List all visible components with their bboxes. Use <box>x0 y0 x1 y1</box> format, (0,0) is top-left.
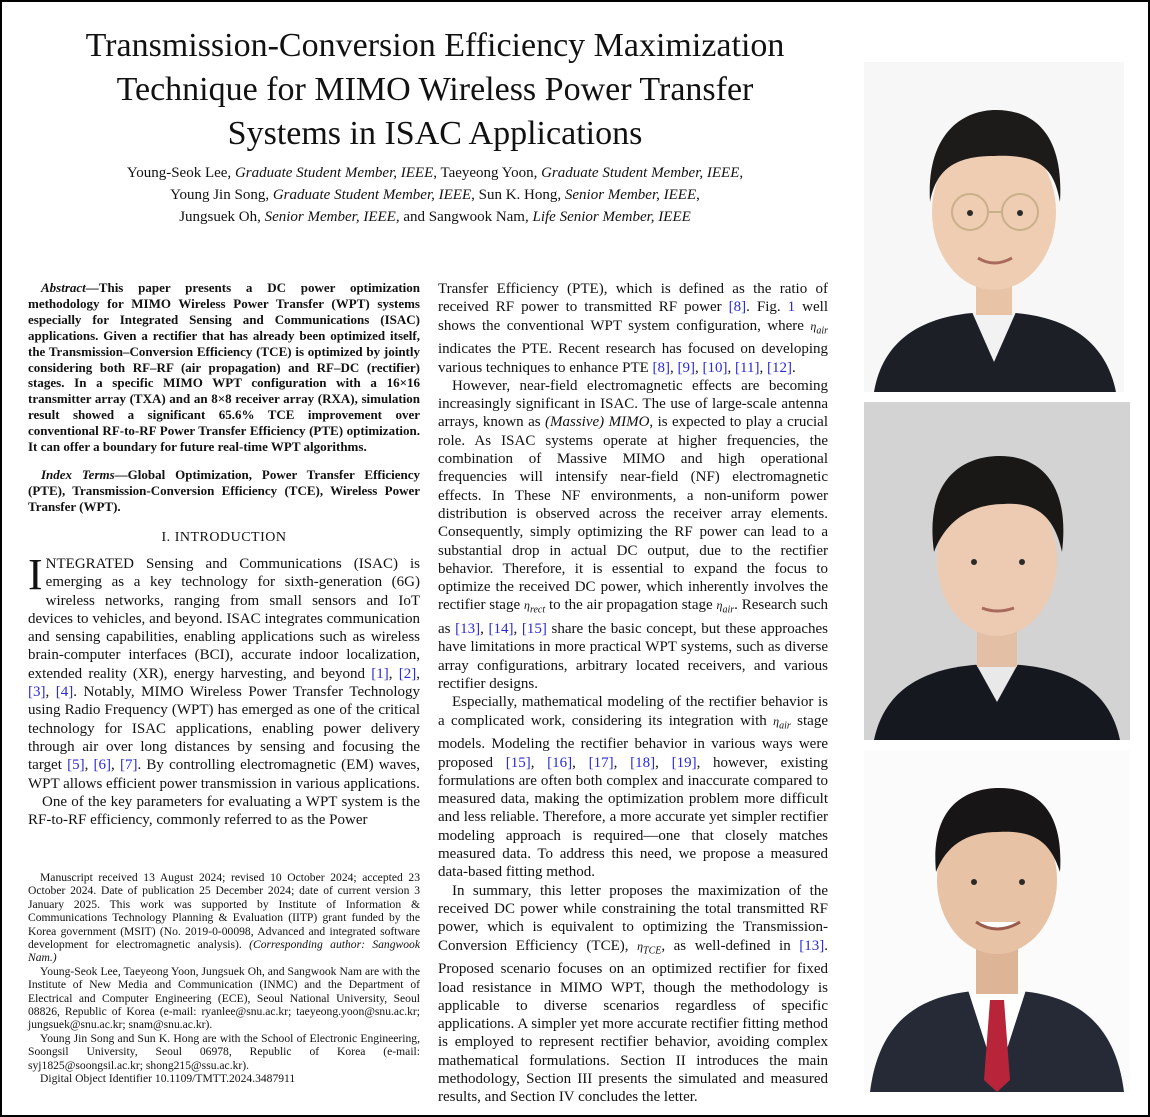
footnote-affiliation-soongsil: Young Jin Song and Sun K. Hong are with the School of Electronic Engineering, Soongsil University, Seoul 06978, Republic of Korea (e-mail: syj1825@soongsil.ac.kr; shong215@ssu.ac.kr). <box>28 1031 420 1072</box>
eta: η <box>637 938 644 953</box>
eta: η <box>810 318 817 333</box>
author-name: Young-Seok Lee, <box>126 165 235 181</box>
right-paragraph-1: Transfer Efficiency (PTE), which is defined as the ratio of received RF power to transmitted RF power [8]. Fig. 1 well shows the conventional WPT system configuration, where $\eta_{air}$ indicates the PTE. Recent research has focused on developing various techniques to enhance PTE [8], [9], [10], [11], [12]. <box>438 281 829 376</box>
paragraph-text: . Proposed scenario focuses on an optimized rectifier for fixed load resistance in MIMO WPT, though the methodology is applicable to diverse scenarios regardless of specific applications. A simpler yet more accurate rectifier fitting method is employed to represent rectifier behavior, avoiding complex mathematical formulations. Section II introduces the main methodology, Section III presents the simulated and measured results, and Section IV concludes the letter. <box>438 937 828 1106</box>
punct: , <box>696 187 700 203</box>
section-heading-introduction <box>28 529 420 547</box>
title-line-1: Transmission-Conversion Efficiency Maximization <box>85 27 785 64</box>
citation-link[interactable]: [14] <box>488 621 514 638</box>
author-name: Jungsuek Oh, <box>179 209 265 225</box>
citation-link[interactable]: [2] <box>398 665 417 682</box>
index-terms-text: —Global Optimization, Power Transfer Efficiency (PTE), Transmission-Conversion Efficiency (TCE), Wireless Power Transfer (WPT). <box>28 466 420 514</box>
author-line-2 <box>20 184 850 206</box>
author-photo-2 <box>864 402 1130 740</box>
author-membership: Senior Member, IEEE <box>564 187 697 203</box>
eta-air-symbol <box>773 713 791 731</box>
citation-link[interactable]: [7] <box>119 757 138 774</box>
author-photo-3 <box>864 750 1130 1092</box>
citation-link[interactable]: [8] <box>728 299 747 316</box>
subscript: air <box>816 324 828 336</box>
citation-link[interactable]: [9] <box>677 359 696 376</box>
drop-cap: I <box>28 549 43 599</box>
subscript: air <box>722 604 735 616</box>
author-membership: Life Senior Member, IEEE <box>532 209 691 225</box>
citation-link[interactable]: [8] <box>652 359 671 376</box>
index-terms-label: Index Terms <box>41 466 115 482</box>
right-paragraph-2: However, near-field electromagnetic effects are becoming increasingly significant in ISAC. The use of large-scale antenna arrays, known as (Massive) MIMO, is expected to play a crucial role. As ISAC systems operate at higher frequencies, the combination of Massive MIMO and high operational frequencies will intensify near-field (NF) electromagnetic effects. In These NF environments, a non-uniform power distribution is observed across the receiver array elements. Consequently, simply optimizing the RF power can lead to a substantial drop in actual DC output, due to the rectifier behavior. Therefore, it is essential to expand the focus to optimize the received DC power, which inherently involves the rectifier stage $\eta_{rect}$ to the air propagation stage $\eta_{air}$. Research such as [13], [14], [15] share the basic concept, but these approaches have limitations in more practical WPT systems, such as diverse array configurations, arbitrary located receivers, and various rectifier designs. <box>438 377 829 693</box>
section-numeral: I. <box>161 529 175 545</box>
section-heading-initial: I <box>174 529 180 545</box>
paragraph-text: , as well-defined in <box>661 937 800 954</box>
eta: η <box>773 713 780 728</box>
citation-link[interactable]: [15] <box>505 754 531 771</box>
right-column <box>438 280 828 1107</box>
paragraph-text: indicates the PTE. Recent research has focused on developing various techniques to enhance PTE <box>438 341 828 376</box>
author-name: Young Jin Song, <box>170 187 273 203</box>
citation-link[interactable]: [10] <box>702 359 728 376</box>
author-photo-1 <box>864 62 1124 392</box>
paragraph-text: Especially, mathematical modeling of the rectifier behavior is a complicated work, considering its integration with <box>438 694 828 729</box>
author-membership: Graduate Student Member, IEEE <box>272 187 472 203</box>
citation-link[interactable]: [13] <box>799 937 825 954</box>
author-line-1 <box>20 162 850 184</box>
section-heading-rest: NTRODUCTION <box>179 529 287 545</box>
paragraph-text: Transfer Efficiency (PTE), which is defined as the ratio of received RF power to transmitted RF power <box>438 281 828 316</box>
paragraph-text: share the basic concept, but these approaches have limitations in more practical WPT systems, such as diverse array configurations, arbitrary located receivers, and various rectifier designs. <box>438 621 829 693</box>
figure-link[interactable]: 1 <box>787 299 796 316</box>
footnote-text: Manuscript received 13 August 2024; revised 10 October 2024; accepted 23 October 2024. Date of publication 25 December 2024; date of current version 3 January 2025. This work was supported by Institute of Information & Communications Technology Planning & Evaluation (IITP) grant funded by the Korea government (MSIT) (No. 2019-0-00098, Advanced and integrated software development for electromagnetic analysis). <box>28 871 420 952</box>
citation-link[interactable]: [16] <box>547 754 573 771</box>
right-paragraph-4 <box>438 882 828 1107</box>
citation-link[interactable]: [4] <box>55 684 74 701</box>
footnote-doi: Digital Object Identifier 10.1109/TMTT.2024.3487911 <box>40 1072 296 1086</box>
paper-title <box>20 24 850 156</box>
citation-link[interactable]: [1] <box>371 665 389 682</box>
title-line-3: Systems in ISAC Applications <box>227 115 643 152</box>
paragraph-text: . Research such as <box>438 597 829 638</box>
abstract <box>28 280 420 455</box>
author-name: , Taeyeong Yoon, <box>433 165 542 181</box>
eta-air-symbol <box>716 598 735 616</box>
index-terms <box>28 467 420 515</box>
paragraph-text: , is expected to play a crucial role. As ISAC systems operate at higher frequencies, the combination of Massive MIMO and high operational frequencies will intensify near-field (NF) electromagnetic effects. In These NF environments, a non-uniform power distribution is observed across the receiver array elements. Consequently, simply optimizing the RF power can lead to a substantial drop in actual DC output, due to the rectifier behavior. Therefore, it is essential to expand the focus to optimize the received DC power, which inherently involves the rectifier stage <box>438 414 828 614</box>
paragraph-text: . Notably, MIMO Wireless Power Transfer Technology using Radio Frequency (WPT) has emerged as one of the critical technology for ISAC applications, enabling power delivery through air over long distances by sensing and focusing the target <box>28 684 421 774</box>
portrait-man-suit-tie-icon <box>864 750 1130 1092</box>
subscript: air <box>779 720 791 731</box>
author-list <box>20 162 850 228</box>
footnote-manuscript <box>28 871 420 965</box>
citation-link[interactable]: [15] <box>521 621 547 638</box>
title-line-2: Technique for MIMO Wireless Power Transfer <box>116 71 754 108</box>
author-membership: Senior Member, IEEE <box>264 209 396 225</box>
eta: η <box>523 598 530 613</box>
paragraph-text: well shows the conventional WPT system configuration, where <box>438 299 829 334</box>
author-name: , Sun K. Hong, <box>471 187 565 203</box>
paragraph-text: However, near-field electromagnetic effects are becoming increasingly significant in ISAC. The use of large-scale antenna arrays, known as <box>438 377 828 431</box>
intro-paragraph-2: One of the key parameters for evaluating a WPT system is the RF-to-RF efficiency, commonly referred to as the Power <box>28 793 420 829</box>
eta-tce-symbol <box>637 938 662 956</box>
paragraph-text: stage models. Modeling the rectifier behavior in various ways were proposed <box>438 712 829 771</box>
author-line-3 <box>20 206 850 228</box>
citation-link[interactable]: [13] <box>455 621 481 638</box>
paragraph-text: . <box>791 359 796 376</box>
author-membership: Graduate Student Member, IEEE <box>541 165 740 181</box>
citation-link[interactable]: [11] <box>735 359 760 376</box>
paragraph-text: to the air propagation stage <box>545 597 717 614</box>
citation-link[interactable]: [18] <box>630 754 656 771</box>
intro-paragraph-1: INTEGRATED Sensing and Communications (ISAC) is emerging as a key technology for sixth-generation (6G) wireless networks, ranging from small sensors and IoT devices to vehicles, and beyond. ISAC integrates communication and sensing capabilities, enabling applications such as wireless brain-computer interfaces (BCI), accurate indoor localization, extended reality (XR), energy harvesting, and beyond [1], [2], [3], [4]. Notably, MIMO Wireless Power Transfer Technology using Radio Frequency (WPT) has emerged as one of the critical technology for ISAC applications, enabling power delivery through air over long distances by sensing and focusing the target [5], [6], [7]. By controlling electromagnetic (EM) waves, WPT allows efficient power transmission in various applications. <box>28 549 421 792</box>
left-column <box>28 280 420 829</box>
footnote-affiliation-snu: Young-Seok Lee, Taeyeong Yoon, Jungsuek Oh, and Sangwook Nam are with the Institute of New Media and Communication (INMC) and the Department of Electrical and Computer Engineering (ECE), Seoul National University, Seoul 08826, Republic of Korea (e-mail: ryanlee@snu.ac.kr; taeyeong.yoon@snu.ac.kr; jungsuek@snu.ac.kr; snam@snu.ac.kr). <box>28 964 420 1032</box>
subscript: rect <box>529 604 546 616</box>
author-name: , and Sangwook Nam, <box>395 209 533 225</box>
emphasis: (Massive) MIMO <box>545 414 650 431</box>
corresponding-author: (Corresponding author: Sangwook Nam.) <box>28 938 420 965</box>
citation-link[interactable]: [5] <box>67 757 85 774</box>
punct: , <box>739 165 744 181</box>
paragraph-text: , however, existing formulations are often both complex and inaccurate compared to measured data, making the optimization problem more difficult and less reliable. Therefore, a more accurate yet simpler rectifier modeling approach is required—one that closely matches measured data. To address this need, we propose a measured data-based fitting method. <box>438 754 829 881</box>
paragraph-text: . Fig. <box>746 299 788 316</box>
portrait-young-man-glasses-icon <box>864 62 1124 392</box>
abstract-text: —This paper presents a DC power optimization methodology for MIMO Wireless Power Transfer (WPT) systems especially for Integrated Sensing and Communications (ISAC) applications. Given a rectifier that has already been optimized itself, the Transmission–Conversion Efficiency (TCE) is optimized by jointly considering both RF–RF (air propagation) and RF–DC (rectifier) stages. In a specific MIMO WPT configuration with a 16×16 transmitter array (TXA) and an 8×8 receiver array (RXA), simulation result showed a significant 65.6% TCE improvement over conventional RF-to-RF Power Transfer Efficiency (PTE) optimization. It can offer a boundary for future real-time WPT algorithms. <box>28 280 420 455</box>
eta: η <box>716 598 723 613</box>
author-membership: Graduate Student Member, IEEE <box>234 165 434 181</box>
citation-link[interactable]: [19] <box>671 754 697 771</box>
paragraph-text: In summary, this letter proposes the maximization of the received DC power while constraining the total transmitted RF power, which is equivalent to optimizing the Transmission-Conversion Efficiency (TCE), <box>438 882 828 954</box>
footnotes <box>28 871 420 1086</box>
subscript: TCE <box>643 944 662 956</box>
citation-link[interactable]: [3] <box>28 684 46 701</box>
citation-link[interactable]: [12] <box>766 359 792 376</box>
abstract-label: Abstract <box>41 280 86 295</box>
paragraph-text: . By controlling electromagnetic (EM) waves, WPT allows efficient power transmission in various applications. <box>28 757 421 792</box>
paragraph-text: NTEGRATED Sensing and Communications (ISAC) is emerging as a key technology for sixth-generation (6G) wireless networks, ranging from small sensors and IoT devices to vehicles, and beyond. ISAC integrates communication and sensing capabilities, enabling applications such as wireless brain-computer interfaces (BCI), accurate indoor localization, extended reality (XR), energy harvesting, and beyond <box>28 555 420 682</box>
eta-rect-symbol <box>523 598 546 616</box>
citation-link[interactable]: [6] <box>93 757 112 774</box>
citation-link[interactable]: [17] <box>588 754 614 771</box>
eta-air-symbol <box>810 318 828 336</box>
portrait-young-man-icon <box>864 402 1130 740</box>
right-paragraph-3: Especially, mathematical modeling of the rectifier behavior is a complicated work, considering its integration with $\eta_{air}$ stage models. Modeling the rectifier behavior in various ways were proposed [15], [16], [17], [18], [19], however, existing formulations are often both complex and inaccurate compared to measured data, making the optimization problem more difficult and less reliable. Therefore, a more accurate yet simpler rectifier modeling approach is required—one that closely matches measured data. To address this need, we propose a measured data-based fitting method. <box>438 694 829 881</box>
